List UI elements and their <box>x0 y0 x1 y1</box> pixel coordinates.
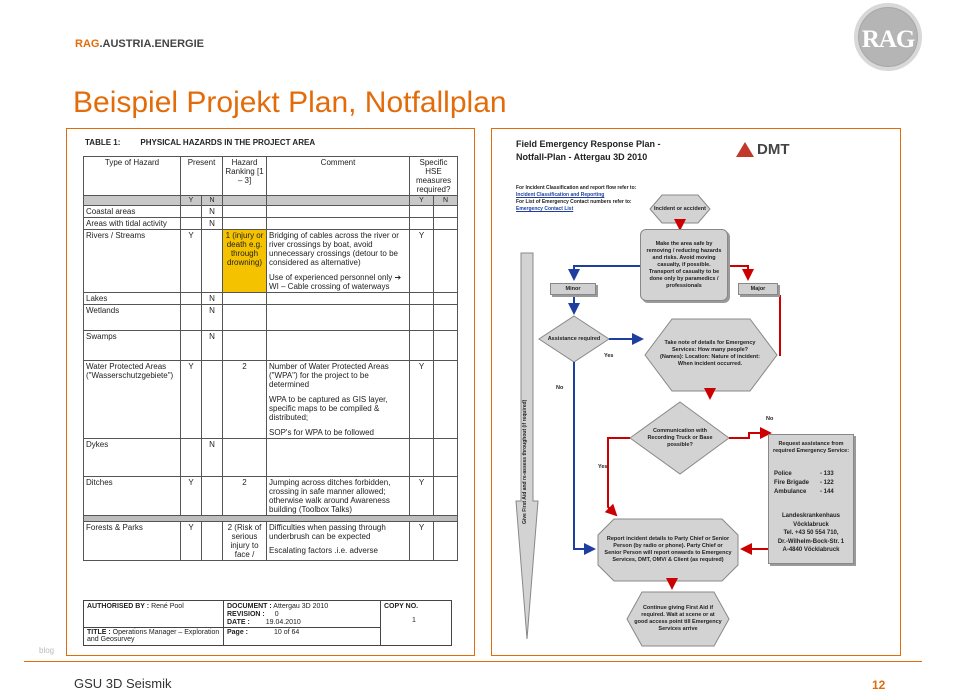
minor-label: Minor <box>550 283 596 295</box>
flowchart-title: Field Emergency Response Plan - Notfall-Plan - Attergau 3D 2010 <box>516 139 661 162</box>
table-row: Areas with tidal activity N <box>84 218 458 230</box>
dmt-logo: DMT <box>736 141 790 159</box>
request-assistance-node: Request assistance from required Emergency Service: <box>768 434 854 564</box>
col-header: Type of Hazard <box>84 157 181 196</box>
footer-title: GSU 3D Seismik <box>74 676 172 691</box>
table-row: Lakes N <box>84 293 458 305</box>
document-footer-block: AUTHORISED BY : René Pool DOCUMENT : Attergau 3D 2010 REVISION : 0 DATE : 19.04.2010 COPY NO. 1 TITLE : Operations Manager – Exploration and Geosurvey Page : 10 of 64 <box>83 600 452 646</box>
slide-title: Beispiel Projekt Plan, Notfallplan <box>73 86 507 119</box>
table-header-row <box>84 157 458 196</box>
edge-label-no: No <box>556 385 564 391</box>
table-row: Dykes N <box>84 439 458 477</box>
page-number: 12 <box>872 678 886 692</box>
arrow-to-major <box>728 266 748 279</box>
table-row: Wetlands N <box>84 305 458 331</box>
arrow-assistance-report <box>574 362 594 549</box>
incident-classification-link[interactable]: Incident Classification and Reporting <box>516 192 605 198</box>
hazard-table-document <box>66 128 475 656</box>
footer-rule <box>24 661 922 662</box>
assistance-node: Assistance required <box>547 335 601 342</box>
hospital-address: Landeskrankenhaus Vöcklabruck Tel. +43 50 554 710, Dr.-Wilhelm-Bock-Str. 1 A-4840 Vöcklabruck <box>777 513 845 553</box>
make-safe-node: Make the area safe by removing / reducing hazards and risks. Avoid moving casualty, if possible. Transport of casualty to be done only by paramedics / professionals <box>640 229 728 301</box>
col-header: Specific HSE measures required? <box>410 157 458 196</box>
table-row: Water Protected Areas ("Wasserschutzgebiete") Y 2 Number of Water Protected Areas ("WPA") for the project to be determined WPA to be captured as GIS layer, specific maps to be compiled & distributed; SOP's for WPA to be followed Y <box>84 361 458 439</box>
brand-name <box>75 38 204 50</box>
table-row: Forests & Parks Y 2 (Risk of serious injury to face / Difficulties when passing through underbrush can be expected Escalating factors .i.e. adverse Y <box>84 522 458 561</box>
yn-subheader-row: Y N Y N <box>84 196 458 206</box>
arrow-to-minor <box>574 266 640 279</box>
major-label: Major <box>738 283 778 295</box>
arrow-communication-request <box>729 433 770 438</box>
col-header: Hazard Ranking [1 – 3] <box>223 157 267 196</box>
emergency-contacts <box>774 470 846 497</box>
contact-fire-brigade: Fire Brigade - 122 <box>774 480 834 486</box>
communication-node: Communication with Recording Truck or Base possible? <box>647 427 713 448</box>
report-incident-node: Report incident details to Party Chief or Senior Person (by radio or phone). Party Chief or Senior Person will report onwards to Emergency Services, DMT, OMV/ & Client (as required) <box>604 536 732 563</box>
table-row: Rivers / Streams Y 1 (injury or death e.g. through drowning) Bridging of cables across the river or river crossings by boat, avoid unnecessary crossings (detour to be considered as alternative) Use of experienced personnel only ➔ WI – Cable crossing of waterways Y <box>84 230 458 293</box>
table-row: Ditches Y 2 Jumping across ditches forbidden, crossing in safe manner allowed; otherwise walk around Awareness building (Toolbox Talks) Y <box>84 477 458 516</box>
incident-node: Incident or accident <box>654 205 706 212</box>
edge-label-no: No <box>766 416 774 422</box>
edge-label-yes: Yes <box>604 353 614 359</box>
table-row: Coastal areas N <box>84 206 458 218</box>
arrow-communication-report <box>608 438 630 515</box>
first-aid-vertical-note: Give First Aid and re-assess throughout (if required) <box>522 399 528 524</box>
hazard-table <box>83 156 458 561</box>
hazard-ranking-highlight: 1 (injury or death e.g. through drowning) <box>223 230 267 293</box>
details-node: Take note of details for Emergency Services: How many people? (Names): Location: Nature of incident: When incident occurred. <box>660 340 760 367</box>
brand-part-rag: RAG <box>75 38 100 50</box>
contact-ambulance: Ambulance - 144 <box>774 489 834 495</box>
table-row: Swamps N <box>84 331 458 361</box>
emergency-contact-link[interactable]: Emergency Contact List <box>516 206 574 212</box>
emergency-flowchart <box>491 128 901 656</box>
rag-logo-icon: RAG <box>854 3 922 71</box>
flowchart-references: For Incident Classification and report flow refer to: Incident Classification and Reporting For List of Emergency Contact numbers refer to: Emergency Contact List <box>516 185 637 212</box>
brand-part-austria-energie: .AUSTRIA.ENERGIE <box>99 38 204 50</box>
edge-label-yes: Yes <box>598 464 608 470</box>
col-header: Comment <box>267 157 410 196</box>
continue-first-aid-node: Continue giving First Aid if required. Wait at scene or at good access point till Emergency Services arrive <box>634 605 722 632</box>
arrow-major-details <box>780 295 781 355</box>
col-header: Present <box>181 157 223 196</box>
blog-watermark: blog <box>39 646 55 655</box>
contact-police: Police - 133 <box>774 471 834 477</box>
table-caption: TABLE 1: PHYSICAL HAZARDS IN THE PROJECT AREA <box>85 138 316 147</box>
arrow-right-icon: ➔ <box>394 273 402 282</box>
